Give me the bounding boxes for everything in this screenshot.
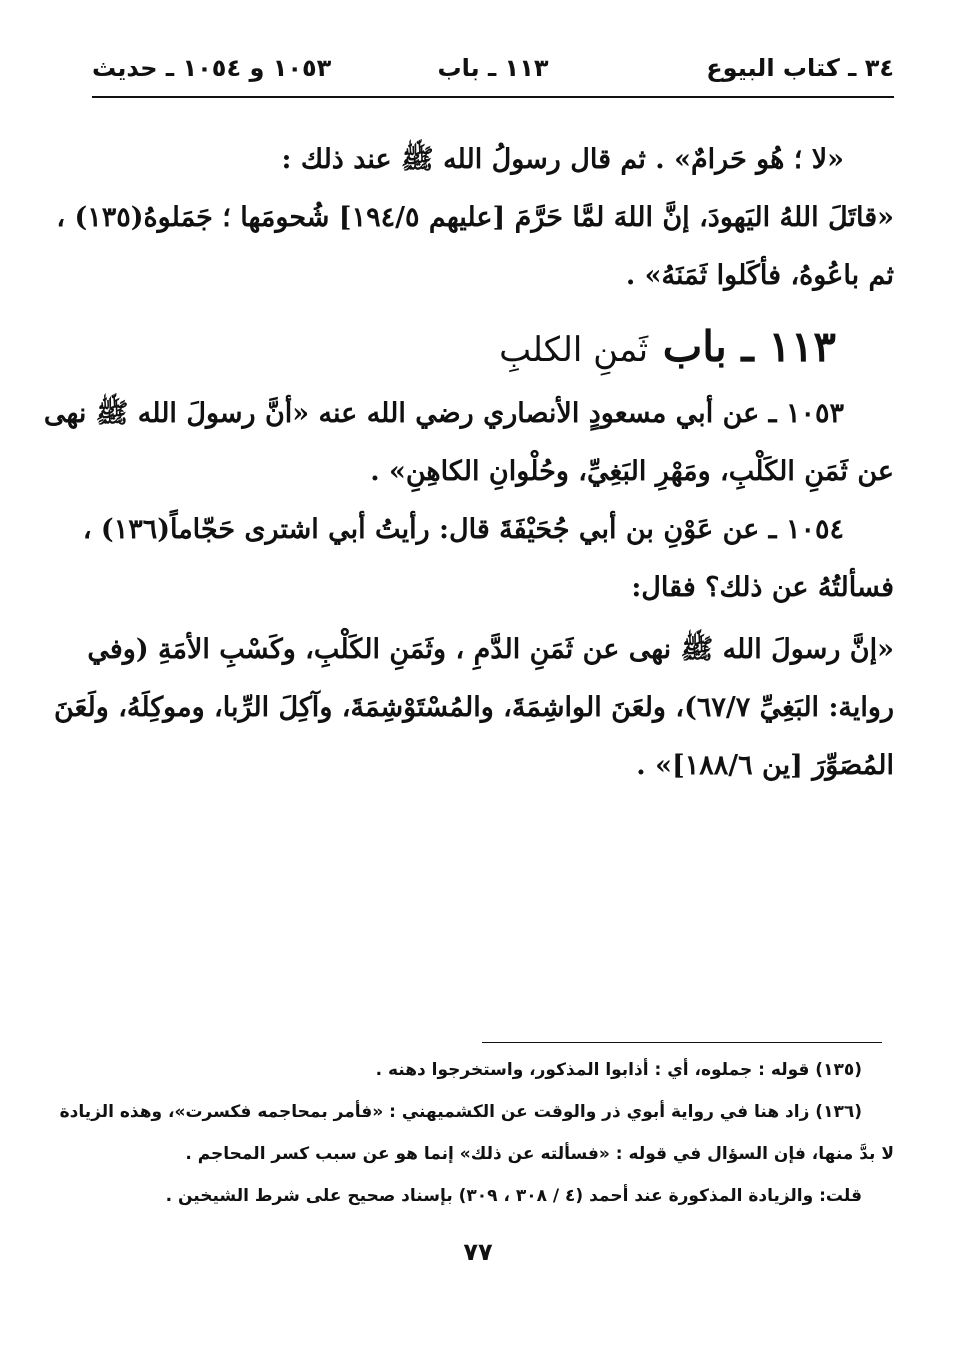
hadith-line: فسألتُهُ عن ذلك؟ فقال: xyxy=(631,572,894,603)
chapter-title: ثَمنِ الكلبِ xyxy=(499,330,649,370)
footnote-divider xyxy=(482,1042,882,1043)
footnote: لا بدَّ منها، فإن السؤال في قوله : «فسألته عن ذلك» إنما هو عن سبب كسر المحاجم . xyxy=(185,1144,894,1164)
body-line: «لا ؛ هُو حَرامٌ» . ثم قال رسولُ الله ﷺ عند ذلك : xyxy=(281,144,844,175)
footnote: قلت: والزيادة المذكورة عند أحمد (٤ / ٣٠٨ ، ٣٠٩) بإسناد صحيح على شرط الشيخين . xyxy=(165,1186,862,1206)
body-line: «قاتَلَ اللهُ اليَهودَ، إنَّ اللهَ لمَّا حَرَّمَ [عليهم ١٩٤/٥] شُحومَها ؛ جَمَلوهُ(١٣٥) ، xyxy=(56,202,894,233)
hadith-line: «إنَّ رسولَ الله ﷺ نهى عن ثَمَنِ الدَّمِ ، وثَمَنِ الكَلْبِ، وكَسْبِ الأمَةِ (وفي xyxy=(87,634,894,665)
chapter-number: ١١٣ ـ باب xyxy=(662,322,836,371)
hadith-line: المُصَوِّرَ [ين ١٨٨/٦]» . xyxy=(636,750,894,781)
hadith-line: عن ثَمَنِ الكَلْبِ، ومَهْرِ البَغِيِّ، وحُلْوانِ الكاهِنِ» . xyxy=(370,456,894,487)
running-header xyxy=(92,52,894,98)
footnote: (١٣٥) قوله : جملوه، أي : أذابوا المذكور، واستخرجوا دهنه . xyxy=(375,1060,862,1080)
hadith-line: ١٠٥٣ ـ عن أبي مسعودٍ الأنصاري رضي الله عنه «أنَّ رسولَ الله ﷺ نهى xyxy=(43,398,844,429)
header-book-title: ٣٤ ـ كتاب البيوع xyxy=(706,54,894,82)
hadith-line: رواية: البَغِيِّ ٦٧/٧)، ولعَنَ الواشِمَةَ، والمُسْتَوْشِمَةَ، وآكِلَ الرِّبا، وموكِلَهُ، ولَعَنَ xyxy=(53,692,894,723)
footnote: (١٣٦) زاد هنا في رواية أبوي ذر والوقت عن الكشميهني : «فأمر بمحاجمه فكسرت»، وهذه الزيادة xyxy=(59,1102,862,1122)
header-chapter: ١١٣ ـ باب xyxy=(437,54,549,82)
chapter-heading xyxy=(499,322,836,371)
hadith-line: ١٠٥٤ ـ عن عَوْنِ بن أبي جُحَيْفَةَ قال: رأيتُ أبي اشترى حَجّاماً(١٣٦) ، xyxy=(82,514,844,545)
body-line: ثم باعُوهُ، فأكَلوا ثَمَنَهُ» . xyxy=(625,260,894,291)
page-number: ٧٧ xyxy=(463,1238,493,1266)
header-hadith-range: ١٠٥٣ و ١٠٥٤ ـ حديث xyxy=(92,54,332,82)
